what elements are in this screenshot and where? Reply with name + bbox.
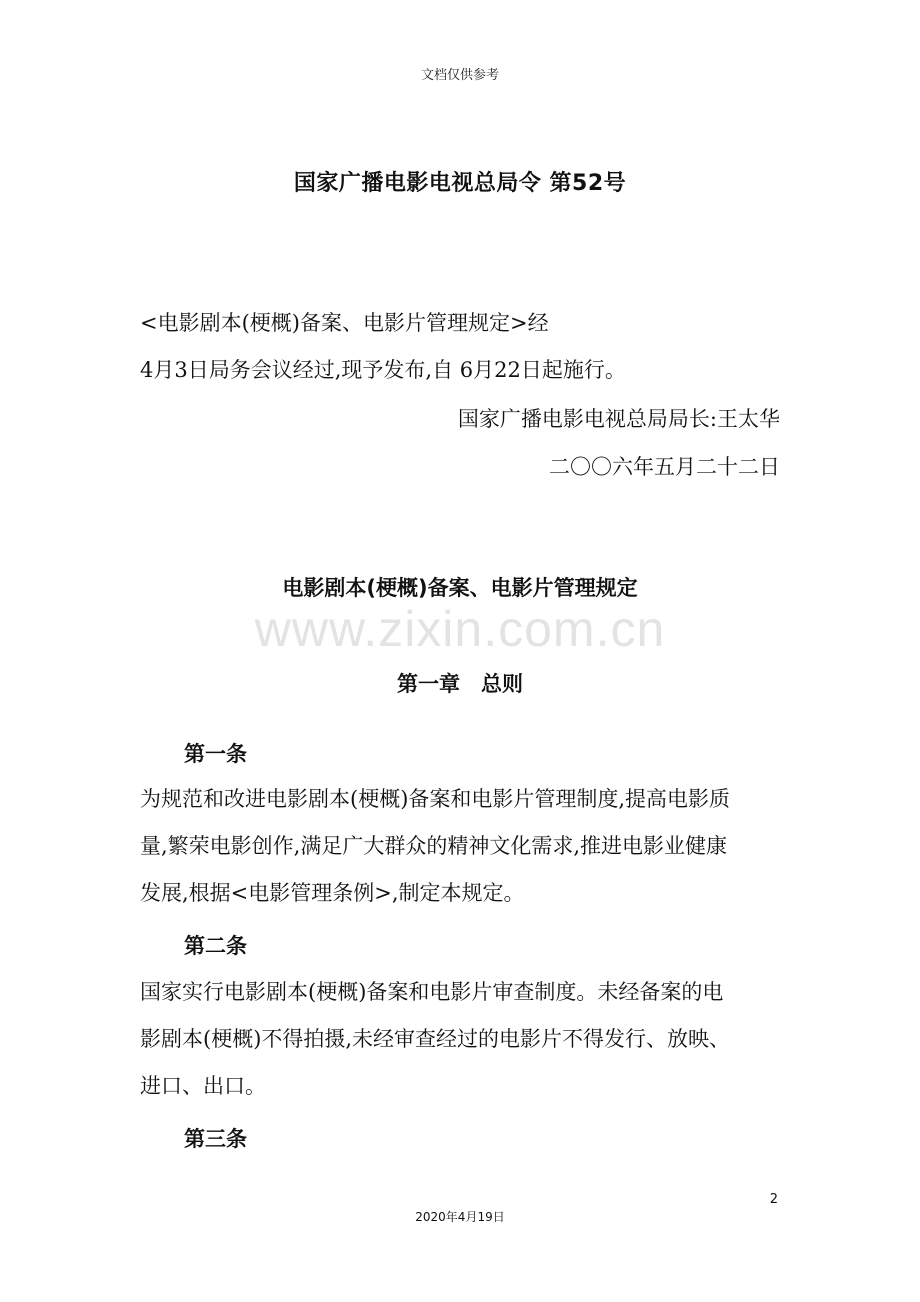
decree-line-2: 4月3日局务会议经过,现予发布,自 6月22日起施行。 <box>140 358 626 382</box>
article-2-title: 第二条 <box>184 934 247 958</box>
article-1-line-1: 为规范和改进电影剧本(梗概)备案和电影片管理制度,提高电影质 <box>140 787 731 811</box>
header-note: 文档仅供参考 <box>420 68 499 83</box>
decree-signer: 国家广播电影电视总局局长:王太华 <box>457 407 780 431</box>
decree-title: 国家广播电影电视总局令 第52号 <box>293 171 627 196</box>
article-3-title: 第三条 <box>184 1127 247 1151</box>
article-1-line-3: 发展,根据<电影管理条例>,制定本规定。 <box>140 881 525 905</box>
article-2-line-2: 影剧本(梗概)不得拍摄,未经审查经过的电影片不得发行、放映、 <box>140 1027 731 1051</box>
article-1-line-2: 量,繁荣电影创作,满足广大群众的精神文化需求,推进电影业健康 <box>140 834 728 858</box>
watermark: www.zixin.com.cn <box>254 601 666 657</box>
chapter-heading: 第一章 总则 <box>397 672 523 696</box>
page-number: 2 <box>769 1192 778 1207</box>
article-2-line-3: 进口、出口。 <box>140 1074 266 1098</box>
article-1-title: 第一条 <box>184 742 247 766</box>
regulation-title: 电影剧本(梗概)备案、电影片管理规定 <box>282 576 638 600</box>
decree-line-1: <电影剧本(梗概)备案、电影片管理规定>经 <box>140 311 549 335</box>
article-2-line-1: 国家实行电影剧本(梗概)备案和电影片审查制度。未经备案的电 <box>140 980 724 1004</box>
footer-date: 2020年4月19日 <box>415 1210 505 1224</box>
decree-date: 二〇〇六年五月二十二日 <box>549 455 780 479</box>
